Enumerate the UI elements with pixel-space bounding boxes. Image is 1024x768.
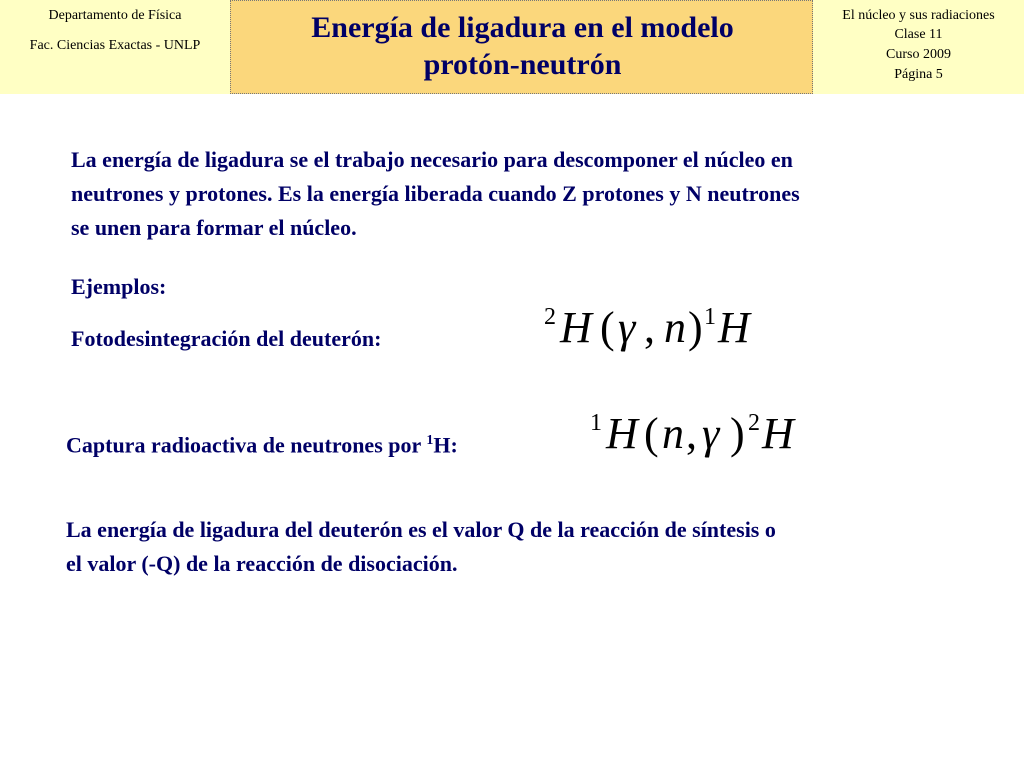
formula-gamma: γ bbox=[702, 409, 720, 458]
conclusion-line-2: el valor (-Q) de la reacción de disociación. bbox=[66, 551, 458, 576]
formula-comma: , bbox=[686, 409, 697, 458]
formula-neutron: n bbox=[664, 303, 686, 352]
formula-pre-mass-number: 2 bbox=[544, 304, 556, 330]
intro-line-3: se unen para formar el núcleo. bbox=[71, 215, 357, 240]
department-label: Departamento de Física bbox=[48, 8, 182, 23]
formula-product-symbol: H bbox=[762, 409, 794, 458]
conclusion-paragraph bbox=[66, 513, 776, 581]
slide-title-line2: protón-neutrón bbox=[423, 48, 622, 81]
intro-paragraph bbox=[71, 143, 800, 245]
formula-close-paren: ) bbox=[688, 303, 703, 352]
formula-post-mass-number: 2 bbox=[748, 410, 760, 436]
photodisintegration-label: Fotodesintegración del deuterón: bbox=[71, 326, 382, 351]
formula-close-paren: ) bbox=[730, 409, 745, 458]
capture-label-text: Captura radioactiva de neutrones por bbox=[66, 432, 427, 458]
header-title-panel bbox=[230, 0, 813, 94]
formula-comma: , bbox=[644, 303, 655, 352]
formula-post-mass-number: 1 bbox=[704, 304, 716, 330]
formula-gamma: γ bbox=[618, 303, 636, 352]
faculty-label: Fac. Ciencias Exactas - UNLP bbox=[29, 38, 201, 53]
class-number-label: Clase 11 bbox=[894, 27, 943, 42]
formula-open-paren: ( bbox=[600, 303, 615, 352]
formula-neutron: n bbox=[662, 409, 684, 458]
slide-title bbox=[231, 9, 814, 83]
page-number-label: Página 5 bbox=[894, 67, 943, 82]
formula-open-paren: ( bbox=[644, 409, 659, 458]
capture-label-end: H: bbox=[433, 432, 458, 458]
header-left-panel bbox=[0, 0, 230, 94]
examples-heading: Ejemplos: bbox=[71, 274, 167, 299]
formula-pre-mass-number: 1 bbox=[590, 410, 602, 436]
slide-header bbox=[0, 0, 1024, 95]
intro-line-1: La energía de ligadura se el trabajo necesario para descomponer el núcleo en bbox=[71, 147, 793, 172]
formula-target-symbol: H bbox=[560, 303, 592, 352]
formula-product-symbol: H bbox=[718, 303, 750, 352]
intro-line-2: neutrones y protones. Es la energía liberada cuando Z protones y N neutrones bbox=[71, 181, 800, 206]
course-year-label: Curso 2009 bbox=[886, 47, 951, 62]
capture-label-superscript: 1 bbox=[426, 433, 434, 448]
header-right-panel bbox=[813, 0, 1024, 94]
course-name-label: El núcleo y sus radiaciones bbox=[842, 8, 995, 23]
capture-label bbox=[66, 424, 458, 462]
conclusion-line-1: La energía de ligadura del deuterón es el valor Q de la reacción de síntesis o bbox=[66, 517, 776, 542]
slide-title-line1: Energía de ligadura en el modelo bbox=[311, 11, 734, 44]
formula-target-symbol: H bbox=[606, 409, 638, 458]
photodisintegration-formula bbox=[540, 298, 770, 368]
neutron-capture-formula bbox=[588, 404, 818, 474]
